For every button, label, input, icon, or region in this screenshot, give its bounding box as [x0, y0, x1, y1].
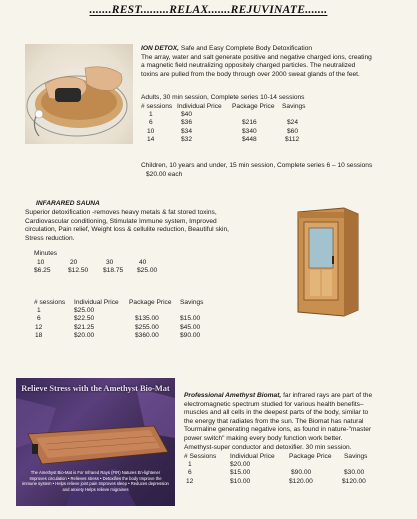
- table-row: [34, 324, 234, 332]
- cell-savings: $90.00: [180, 331, 201, 339]
- column-header: # sessions: [34, 299, 66, 306]
- sauna-desc-line: Cardiovascular conditioning, Stimulate Immune system, Improved: [25, 217, 217, 225]
- column-header: Package Price: [289, 453, 332, 460]
- column-header: Individual Price: [74, 299, 119, 306]
- ion-detox-foot-bath-photo: [25, 44, 133, 144]
- cell-individual: $22.50: [74, 315, 95, 323]
- cell-individual: $25.00: [74, 307, 95, 315]
- sauna-minutes-label: Minutes: [34, 250, 58, 257]
- ion-detox-adults-heading: Adults, 30 min session, Complete series 10-14 sessions: [141, 94, 305, 101]
- table-row: [141, 128, 341, 136]
- cell-sessions: 14: [147, 135, 155, 143]
- table-row: [34, 315, 234, 323]
- biomat-desc-line: far infrared rays are part of the: [281, 392, 373, 399]
- table-row: [34, 307, 234, 315]
- minutes-price: $6.25: [34, 267, 51, 275]
- ion-detox-desc-line: a magnetic field neutralizing oppositely charged particles. The neutralized: [141, 62, 356, 70]
- column-header: Individual Price: [230, 453, 275, 460]
- biomat-desc-line: muscles and all cells in the deepest parts of the body, similar to: [184, 409, 369, 417]
- biomat-image-caption: The Amethyst Bio-Mat is For Infrared Rays (FIR) Natures En-lightener Improves circulation • Relieves stress • Detoxifies the body Improve the immune system • Helps relieve joint pain Improves sleep • Reduces depression and anxiety Helps relieve migraines: [22, 470, 169, 492]
- table-header-row: [184, 453, 404, 461]
- column-header: # Sessions: [184, 453, 217, 460]
- sauna-minutes-table: [34, 259, 174, 275]
- cell-package: $340: [242, 127, 257, 135]
- cell-package: $216: [242, 119, 257, 127]
- column-header: Savings: [344, 453, 368, 460]
- ion-detox-heading: [141, 45, 312, 54]
- biomat-title: Professional Amethyst Biomat,: [184, 392, 282, 399]
- minutes-price: $25.00: [137, 267, 158, 275]
- cell-individual: $34: [181, 127, 193, 135]
- minutes-row: [34, 259, 174, 267]
- ion-detox-desc-line: toxins are pulled from the body through over 2000 sweat glands of the feet.: [141, 70, 360, 78]
- cell-savings: $30.00: [344, 469, 365, 477]
- minutes-value: 30: [106, 259, 114, 266]
- column-header: Package Price: [232, 103, 275, 110]
- sauna-desc-line: Stress reduction.: [25, 234, 75, 242]
- cell-package: $120.00: [289, 477, 313, 485]
- cell-sessions: 10: [147, 127, 155, 135]
- cell-savings: $24: [287, 119, 299, 127]
- cell-sessions: 6: [37, 315, 41, 323]
- cell-savings: $60: [287, 127, 299, 135]
- minutes-price-row: [34, 267, 174, 275]
- table-row: [184, 478, 404, 486]
- column-header: Savings: [180, 299, 204, 306]
- ion-detox-price-table: [141, 103, 341, 144]
- minutes-price: $12.50: [68, 267, 89, 275]
- cell-sessions: 12: [186, 477, 194, 485]
- sauna-desc-line: circulation, Pain relief, Weight loss & cellulite reduction, Beautiful skin,: [25, 226, 230, 234]
- column-header: # sessions: [141, 103, 173, 110]
- infrared-sauna-cabin-photo: [292, 206, 362, 318]
- ion-detox-title: ION DETOX,: [141, 45, 179, 52]
- minutes-value: 20: [70, 259, 78, 266]
- cell-sessions: 18: [35, 331, 43, 339]
- ion-detox-children-price: $20.00 each: [146, 171, 183, 178]
- cell-sessions: 1: [37, 307, 41, 315]
- table-row: [184, 461, 404, 469]
- cell-individual: $20.00: [230, 461, 251, 469]
- table-header-row: [141, 103, 341, 111]
- cell-sessions: 1: [149, 111, 153, 119]
- cell-individual: $15.00: [230, 469, 251, 477]
- cell-individual: $40: [181, 111, 193, 119]
- cell-savings: $120.00: [342, 477, 366, 485]
- cell-savings: $45.00: [180, 323, 201, 331]
- cell-individual: $20.00: [74, 331, 95, 339]
- cell-package: $448: [242, 135, 257, 143]
- header-text: .......REST.........RELAX.......REJUVINATE.......: [89, 4, 328, 16]
- column-header: Savings: [282, 103, 306, 110]
- cell-individual: $21.25: [74, 323, 95, 331]
- table-row: [141, 111, 341, 119]
- table-row: [141, 136, 341, 144]
- cell-sessions: 12: [35, 323, 43, 331]
- sauna-price-table: [34, 299, 234, 340]
- sauna-desc-line: Superior detoxification -removes heavy metals & fat stored toxins,: [25, 209, 217, 216]
- ion-detox-subtitle: Safe and Easy Complete Body Detoxification: [178, 45, 313, 52]
- biomat-desc-line: electromagnetic spectrum studied for various health benefits–: [184, 400, 364, 408]
- cell-savings: $15.00: [180, 315, 201, 323]
- amethyst-biomat-photo: [16, 378, 175, 506]
- column-header: Package Price: [129, 299, 172, 306]
- cell-sessions: 1: [188, 461, 192, 469]
- cell-package: $255.00: [135, 323, 159, 331]
- biomat-desc-line: the energy that radiates from the sun. The Biomat has natural: [184, 417, 364, 425]
- cell-individual: $36: [181, 119, 193, 127]
- sauna-title: INFARARED SAUNA: [36, 200, 100, 207]
- minutes-value: 40: [139, 259, 147, 266]
- biomat-image-title: Relieve Stress with the Amethyst Bio-Mat: [21, 384, 170, 393]
- biomat-price-table: [184, 453, 404, 486]
- cell-sessions: 6: [149, 119, 153, 127]
- cell-package: $90.00: [291, 469, 312, 477]
- biomat-heading: [184, 392, 372, 401]
- ion-detox-children-line: Children, 10 years and under, 15 min session, Complete series 6 – 10 sessions: [141, 162, 373, 169]
- table-header-row: [34, 299, 234, 307]
- minutes-value: 10: [37, 259, 45, 266]
- cell-individual: $32: [181, 135, 193, 143]
- biomat-desc-line: Amethyst-super conductor and detoxifier. 30 min session.: [184, 443, 352, 451]
- table-row: [141, 119, 341, 127]
- cell-package: $360.00: [135, 331, 159, 339]
- biomat-desc-line: power switch" making every body function work better.: [184, 435, 343, 442]
- page-header: [0, 4, 417, 16]
- column-header: Individual Price: [177, 103, 222, 110]
- biomat-desc-line: Tourmaline generating negative ions, as found in nature-"master: [184, 426, 372, 434]
- ion-detox-desc-line: The array, water and salt generate positive and negative charged ions, creating: [141, 53, 372, 61]
- table-row: [34, 332, 234, 340]
- minutes-price: $18.75: [103, 267, 124, 275]
- table-row: [184, 469, 404, 477]
- cell-sessions: 6: [188, 469, 192, 477]
- cell-individual: $10.00: [230, 477, 251, 485]
- cell-savings: $112: [285, 135, 300, 143]
- cell-package: $135.00: [135, 315, 159, 323]
